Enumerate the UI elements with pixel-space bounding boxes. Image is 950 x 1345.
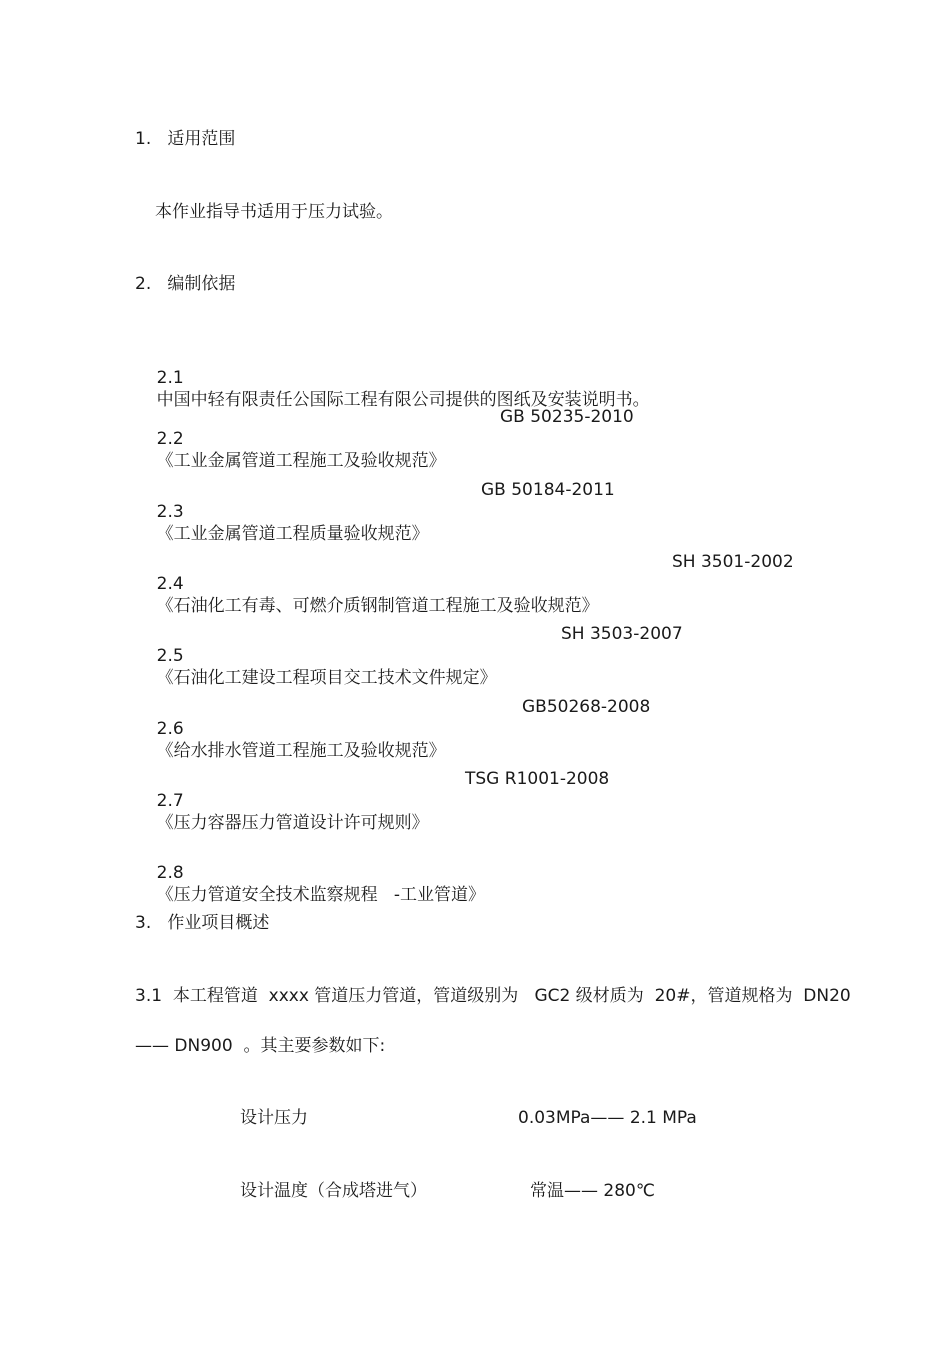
reference-title: 中国中轻有限责任公国际工程有限公司提供的图纸及安装说明书。 bbox=[156, 390, 650, 410]
param-value: 0.03MPa—— 2.1 MPa bbox=[518, 1108, 697, 1128]
param-value: 常温—— 280℃ bbox=[530, 1181, 655, 1201]
reference-title: 《石油化工建设工程项目交工技术文件规定》 bbox=[156, 668, 497, 688]
reference-number: 2.2 bbox=[156, 429, 184, 449]
reference-number: 2.6 bbox=[156, 719, 184, 739]
section-3-heading: 3. 作业项目概述 bbox=[135, 913, 270, 933]
section-1-heading: 1. 适用范围 bbox=[135, 129, 236, 149]
reference-title: 《压力容器压力管道设计许可规则》 bbox=[156, 813, 429, 833]
reference-title: 《工业金属管道工程质量验收规范》 bbox=[156, 524, 429, 544]
section-1-body: 本作业指导书适用于压力试验。 bbox=[155, 202, 393, 222]
reference-number: 2.3 bbox=[156, 502, 184, 522]
param-label: 设计压力 bbox=[240, 1108, 308, 1128]
reference-title: 《石油化工有毒、可燃介质钢制管道工程施工及验收规范》 bbox=[156, 596, 599, 616]
reference-number: 2.7 bbox=[156, 791, 184, 811]
reference-code: SH 3503-2007 bbox=[561, 624, 683, 644]
reference-number: 2.1 bbox=[156, 368, 184, 388]
section-3-1-line-2: —— DN900 。其主要参数如下: bbox=[135, 1036, 386, 1056]
section-3-1-line-1: 3.1 本工程管道 xxxx 管道压力管道，管道级别为 GC2 级材质为 20#，管道规格为 DN20 bbox=[135, 986, 851, 1006]
reference-title: 《压力管道安全技术监察规程 -工业管道》 bbox=[156, 885, 485, 905]
reference-code: SH 3501-2002 bbox=[672, 552, 794, 572]
reference-title: 《给水排水管道工程施工及验收规范》 bbox=[156, 741, 446, 761]
reference-number: 2.5 bbox=[156, 646, 184, 666]
reference-title: 《工业金属管道工程施工及验收规范》 bbox=[156, 451, 446, 471]
section-2-heading: 2. 编制依据 bbox=[135, 274, 236, 294]
param-label: 设计温度（合成塔进气） bbox=[240, 1181, 427, 1201]
reference-code: GB50268-2008 bbox=[522, 697, 651, 717]
reference-code: GB 50235-2010 bbox=[500, 407, 634, 427]
reference-number: 2.8 bbox=[156, 863, 184, 883]
reference-code: GB 50184-2011 bbox=[481, 480, 615, 500]
reference-code: TSG R1001-2008 bbox=[465, 769, 610, 789]
reference-number: 2.4 bbox=[156, 574, 184, 594]
